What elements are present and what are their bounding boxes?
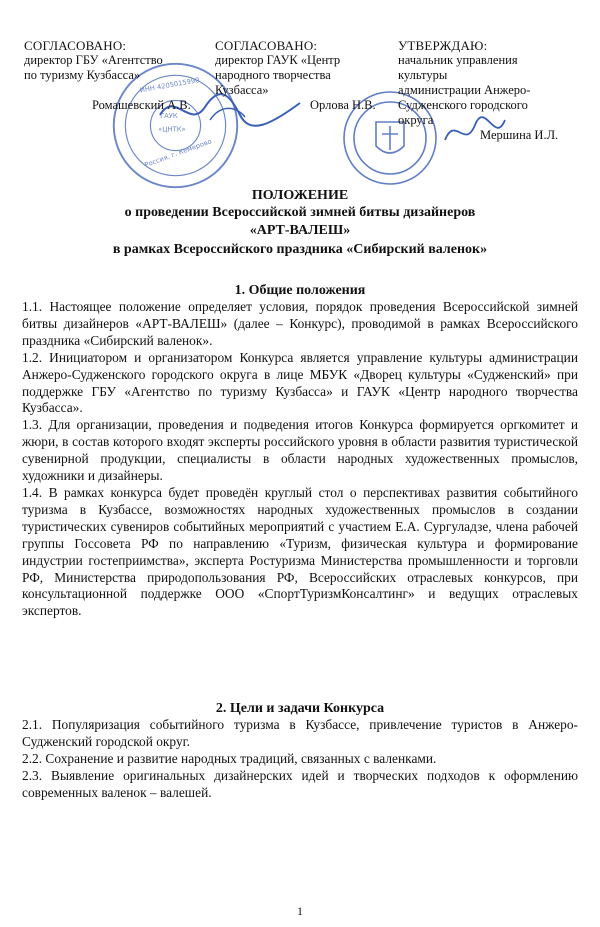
paragraph: 1.2. Инициатором и организатором Конкурса является управление культуры администрации Анжеро-Судженского городского округа в лице МБУК «Дворец культуры «Судженский» при поддержке ГБУ «Агентство по туризму Кузбасса» и ГАУК «Центр народного творчества Кузбасса».: [22, 349, 578, 416]
approval-line: культуры: [398, 68, 448, 82]
approval-line: Кузбасса»: [215, 83, 269, 97]
section-heading: 1. Общие положения: [234, 283, 366, 298]
approval-line: Судженского городского: [398, 98, 528, 112]
approval-line: начальник управления: [398, 53, 518, 67]
approval-block-administration: [398, 38, 588, 143]
svg-text:ИНН 4205015990: ИНН 4205015990: [139, 76, 201, 95]
approval-line: директор ГБУ «Агентство: [24, 53, 163, 67]
approval-block-agency: [24, 38, 204, 113]
approval-line: по туризму Кузбасса»: [24, 68, 141, 82]
approval-heading: СОГЛАСОВАНО:: [24, 38, 127, 53]
approval-signer: Мершина И.Л.: [480, 128, 559, 142]
approval-line: администрации Анжеро-: [398, 83, 531, 97]
event-name: «АРТ-ВАЛЕШ»: [249, 223, 351, 238]
approval-block-center: [215, 38, 390, 113]
approval-heading: УТВЕРЖДАЮ:: [398, 38, 488, 53]
section-body: [22, 717, 578, 802]
section-body: [22, 299, 578, 620]
approval-line: народного творчества: [215, 68, 331, 82]
document-title: ПОЛОЖЕНИЕ: [251, 188, 349, 203]
approval-signer: Ромашевский А.В.: [92, 98, 191, 112]
paragraph: 2.1. Популяризация событийного туризма в Кузбассе, привлечение туристов в Анжеро-Судженский городской округ.: [22, 717, 578, 749]
approval-heading: СОГЛАСОВАНО:: [215, 38, 318, 53]
page-number: 1: [297, 904, 303, 918]
paragraph: 1.4. В рамках конкурса будет проведён круглый стол о перспективах развития событийного туризма в Кузбассе, возможностях народных художественных промыслов в создании туристических сувениров событийных мероприятий с участием Е.А. Сургуладзе, члена рабочей группы Госсовета РФ по направлению «Туризм, физическая культура и формирование индустрии гостеприимства», эксперта Ростуризма Министерства промышленности и торговли РФ, Министерства природопользования РФ, Всероссийских отраслевых конкурсов, при консультационной поддержке ООО «СпортТуризмКонсалтинг» и ведущих отраслевых экспертов.: [22, 484, 578, 619]
svg-text:ГАУК: ГАУК: [160, 111, 178, 120]
approval-line: округа: [398, 113, 434, 127]
svg-text:«ЦНТК»: «ЦНТК»: [158, 125, 186, 134]
approval-signer: Орлова Н.В.: [310, 98, 376, 112]
approval-line: директор ГАУК «Центр: [215, 53, 341, 67]
event-context: в рамках Всероссийского праздника «Сибирский валенок»: [112, 242, 488, 257]
paragraph: 2.3. Выявление оригинальных дизайнерских идей и творческих подходов к оформлению современных валенок – валешей.: [22, 767, 578, 800]
paragraph: 1.1. Настоящее положение определяет условия, порядок проведения Всероссийской зимней битвы дизайнеров «АРТ-ВАЛЕШ» (далее – Конкурс), проводимой в рамках Всероссийского праздника «Сибирский валенок».: [22, 299, 578, 348]
paragraph: 1.3. Для организации, проведения и подведения итогов Конкурса формируется оргкомитет и жюри, в состав которого входят эксперты российского уровня в области развития туристической сувенирной продукции, специалисты в области народных художественных промыслов, художники и дизайнеры.: [22, 417, 578, 484]
paragraph: 2.2. Сохранение и развитие народных традиций, связанных с валенками.: [22, 750, 437, 766]
section-heading: 2. Цели и задачи Конкурса: [215, 701, 385, 716]
svg-text:Россия, г. Кемерово: Россия, г. Кемерово: [143, 137, 213, 170]
document-subtitle: о проведении Всероссийской зимней битвы дизайнеров: [124, 205, 476, 220]
